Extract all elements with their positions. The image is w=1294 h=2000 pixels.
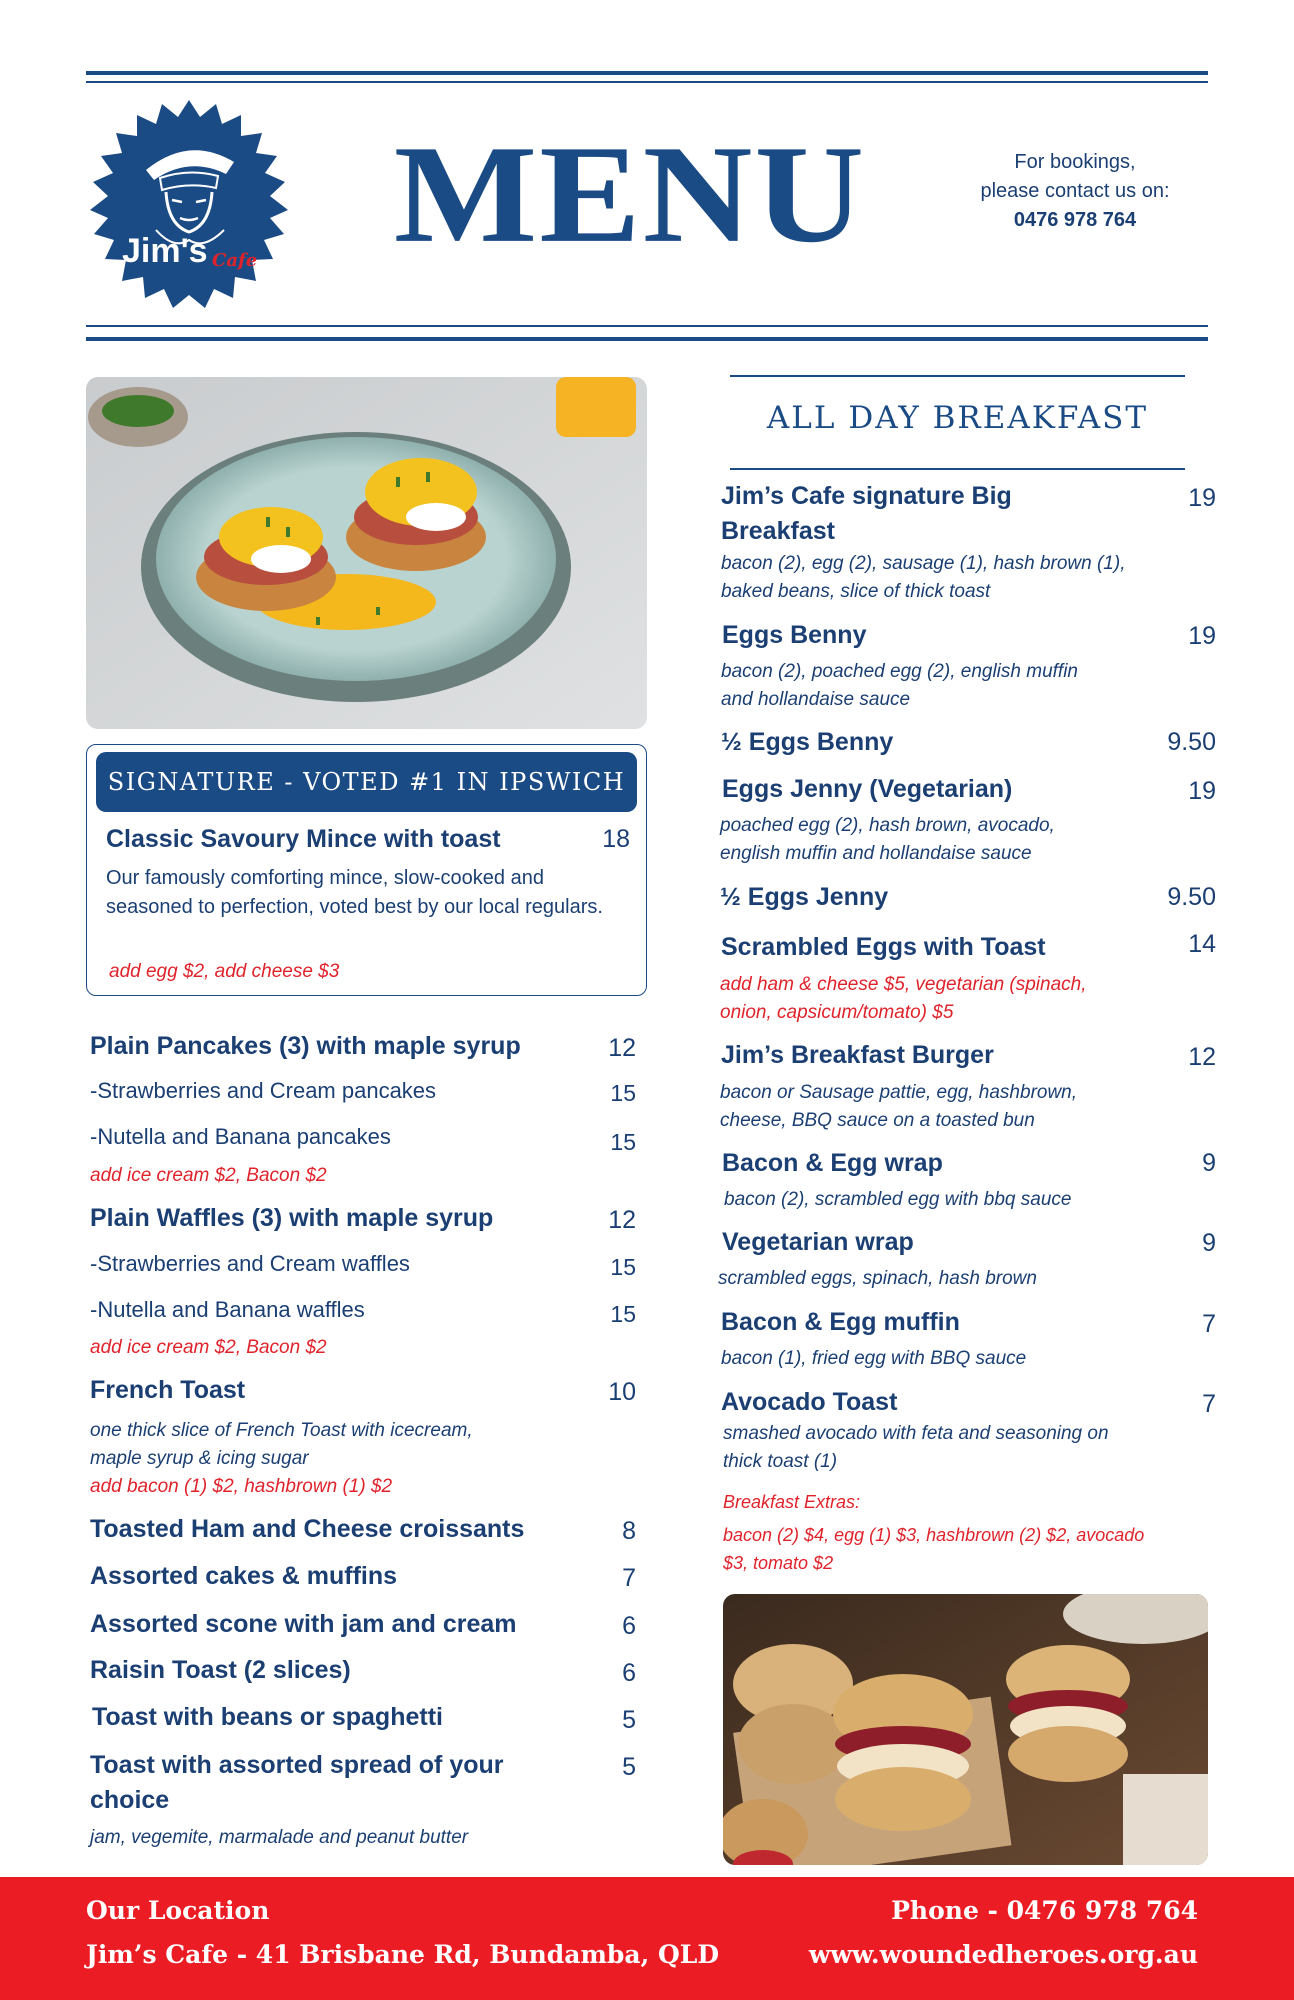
header-rule-top-thin xyxy=(86,81,1208,83)
eggs-benny-desc-line1: bacon (2), poached egg (2), english muffin xyxy=(721,661,1078,682)
avocado-toast-desc-line1: smashed avocado with feta and seasoning on xyxy=(723,1423,1109,1444)
menu-price-waffles-nutella: 15 xyxy=(610,1301,636,1327)
menu-price-half-eggs-jenny: 9.50 xyxy=(1167,883,1216,911)
page-title: MENU xyxy=(393,116,867,272)
big-breakfast-desc-line2: baked beans, slice of thick toast xyxy=(721,581,991,602)
avocado-toast-desc-line2: thick toast (1) xyxy=(723,1451,838,1472)
menu-price-avocado-toast: 7 xyxy=(1202,1390,1216,1418)
signature-item-price: 18 xyxy=(602,825,630,853)
scrambled-eggs-extras-line1: add ham & cheese $5, vegetarian (spinach, xyxy=(720,974,1087,995)
breakfast-burger-desc-line1: bacon or Sausage pattie, egg, hashbrown, xyxy=(720,1082,1078,1103)
french-toast-extras: add bacon (1) $2, hashbrown (1) $2 xyxy=(90,1476,393,1497)
menu-price-pancakes-nutella: 15 xyxy=(610,1129,636,1155)
signature-item-name: Classic Savoury Mince with toast xyxy=(106,825,501,853)
menu-item-scrambled-eggs: Scrambled Eggs with Toast xyxy=(721,933,1046,961)
breakfast-rule-bottom xyxy=(730,468,1185,470)
vegetarian-wrap-desc: scrambled eggs, spinach, hash brown xyxy=(718,1268,1037,1289)
menu-price-scone: 6 xyxy=(622,1612,636,1640)
booking-info xyxy=(950,148,1200,235)
header-rule-bottom xyxy=(86,337,1208,341)
booking-phone: 0476 978 764 xyxy=(1013,209,1137,231)
menu-item-waffles-nutella: -Nutella and Banana waffles xyxy=(90,1297,365,1322)
menu-item-avocado-toast: Avocado Toast xyxy=(721,1388,898,1416)
breakfast-section-title: ALL DAY BREAKFAST xyxy=(766,400,1149,436)
french-toast-desc-line1: one thick slice of French Toast with icecream, xyxy=(90,1420,473,1441)
breakfast-burger-desc-line2: cheese, BBQ sauce on a toasted bun xyxy=(720,1110,1035,1131)
breakfast-extras-title: Breakfast Extras: xyxy=(723,1492,861,1512)
menu-item-toast-spread-line2: choice xyxy=(90,1786,170,1814)
menu-price-pancakes-strawberry: 15 xyxy=(610,1080,636,1106)
menu-price-eggs-benny: 19 xyxy=(1188,622,1216,650)
menu-price-big-breakfast: 19 xyxy=(1188,484,1216,512)
menu-price-vegetarian-wrap: 9 xyxy=(1202,1229,1216,1257)
menu-price-toast-spread: 5 xyxy=(622,1753,636,1781)
big-breakfast-desc-line1: bacon (2), egg (2), sausage (1), hash brown (1), xyxy=(721,553,1126,574)
menu-item-big-breakfast-line2: Breakfast xyxy=(721,517,835,545)
menu-price-cakes: 7 xyxy=(622,1564,636,1592)
scrambled-eggs-extras-line2: onion, capsicum/tomato) $5 xyxy=(720,1002,954,1023)
menu-item-waffles: Plain Waffles (3) with maple syrup xyxy=(90,1204,494,1232)
breakfast-extras-line1: bacon (2) $4, egg (1) $3, hashbrown (2) $2, avocado xyxy=(723,1525,1145,1545)
menu-item-french-toast: French Toast xyxy=(90,1376,246,1404)
header-rule-top xyxy=(86,71,1208,75)
booking-line-2: please contact us on: xyxy=(980,180,1170,202)
menu-price-bacon-egg-wrap: 9 xyxy=(1202,1149,1216,1177)
menu-item-cakes: Assorted cakes & muffins xyxy=(90,1562,398,1590)
menu-price-raisin-toast: 6 xyxy=(622,1659,636,1687)
menu-item-vegetarian-wrap: Vegetarian wrap xyxy=(722,1228,914,1256)
menu-item-toast-spread-line1: Toast with assorted spread of your xyxy=(90,1751,504,1779)
menu-price-half-eggs-benny: 9.50 xyxy=(1167,728,1216,756)
menu-item-scone: Assorted scone with jam and cream xyxy=(90,1610,517,1638)
menu-item-raisin-toast: Raisin Toast (2 slices) xyxy=(90,1656,351,1684)
breakfast-extras-line2: $3, tomato $2 xyxy=(723,1553,834,1573)
eggs-benny-desc-line2: and hollandaise sauce xyxy=(721,689,911,710)
header-rule-bottom-thin xyxy=(86,325,1208,327)
breakfast-rule-top xyxy=(730,375,1185,377)
menu-price-breakfast-burger: 12 xyxy=(1188,1043,1216,1071)
menu-item-pancakes-nutella: -Nutella and Banana pancakes xyxy=(90,1124,391,1149)
menu-price-eggs-jenny: 19 xyxy=(1188,777,1216,805)
menu-item-pancakes-strawberry: -Strawberries and Cream pancakes xyxy=(90,1078,437,1103)
eggs-benny-photo xyxy=(86,377,647,729)
menu-price-croissants: 8 xyxy=(622,1517,636,1545)
menu-item-bacon-egg-wrap: Bacon & Egg wrap xyxy=(722,1149,943,1177)
menu-item-pancakes: Plain Pancakes (3) with maple syrup xyxy=(90,1032,521,1060)
menu-price-pancakes: 12 xyxy=(608,1034,636,1062)
booking-line-1: For bookings, xyxy=(1014,151,1136,173)
footer-website[interactable]: www.woundedheroes.org.au xyxy=(808,1940,1198,1969)
menu-price-waffles: 12 xyxy=(608,1206,636,1234)
menu-price-waffles-strawberry: 15 xyxy=(610,1254,636,1280)
menu-item-eggs-benny: Eggs Benny xyxy=(722,621,867,649)
menu-price-scrambled-eggs: 14 xyxy=(1188,930,1216,958)
bacon-egg-muffin-desc: bacon (1), fried egg with BBQ sauce xyxy=(721,1348,1027,1369)
scones-photo xyxy=(723,1594,1208,1865)
toast-spread-desc: jam, vegemite, marmalade and peanut butter xyxy=(90,1827,469,1848)
menu-item-half-eggs-benny: ½ Eggs Benny xyxy=(721,728,894,756)
eggs-jenny-desc-line2: english muffin and hollandaise sauce xyxy=(720,843,1032,864)
menu-price-french-toast: 10 xyxy=(608,1378,636,1406)
waffles-extras: add ice cream $2, Bacon $2 xyxy=(90,1337,327,1358)
french-toast-desc-line2: maple syrup & icing sugar xyxy=(90,1448,309,1469)
pancakes-extras: add ice cream $2, Bacon $2 xyxy=(90,1165,327,1186)
menu-item-croissants: Toasted Ham and Cheese croissants xyxy=(90,1515,525,1543)
eggs-jenny-desc-line1: poached egg (2), hash brown, avocado, xyxy=(720,815,1055,836)
menu-price-toast-beans: 5 xyxy=(622,1706,636,1734)
menu-item-breakfast-burger: Jim’s Breakfast Burger xyxy=(721,1041,994,1069)
menu-item-eggs-jenny: Eggs Jenny (Vegetarian) xyxy=(722,775,1013,803)
menu-price-bacon-egg-muffin: 7 xyxy=(1202,1310,1216,1338)
menu-item-waffles-strawberry: -Strawberries and Cream waffles xyxy=(90,1251,410,1276)
cafe-logo xyxy=(84,100,294,310)
menu-item-half-eggs-jenny: ½ Eggs Jenny xyxy=(720,883,889,911)
signature-extras: add egg $2, add cheese $3 xyxy=(109,961,340,982)
signature-description: Our famously comforting mince, slow-cooked and seasoned to perfection, voted best by our local regulars. xyxy=(106,867,603,918)
bacon-egg-wrap-desc: bacon (2), scrambled egg with bbq sauce xyxy=(724,1189,1072,1210)
footer-address: Jim’s Cafe - 41 Brisbane Rd, Bundamba, QLD xyxy=(86,1940,720,1969)
menu-item-bacon-egg-muffin: Bacon & Egg muffin xyxy=(721,1308,960,1336)
signature-banner: SIGNATURE - VOTED #1 IN IPSWICH xyxy=(96,752,637,812)
footer-phone: Phone - 0476 978 764 xyxy=(891,1896,1198,1925)
menu-item-toast-beans: Toast with beans or spaghetti xyxy=(92,1703,443,1731)
footer-location-label: Our Location xyxy=(86,1896,270,1925)
menu-item-big-breakfast-line1: Jim’s Cafe signature Big xyxy=(721,482,1012,510)
logo-text: Jim's xyxy=(122,232,208,270)
logo-script-text: Cafe xyxy=(212,250,258,271)
